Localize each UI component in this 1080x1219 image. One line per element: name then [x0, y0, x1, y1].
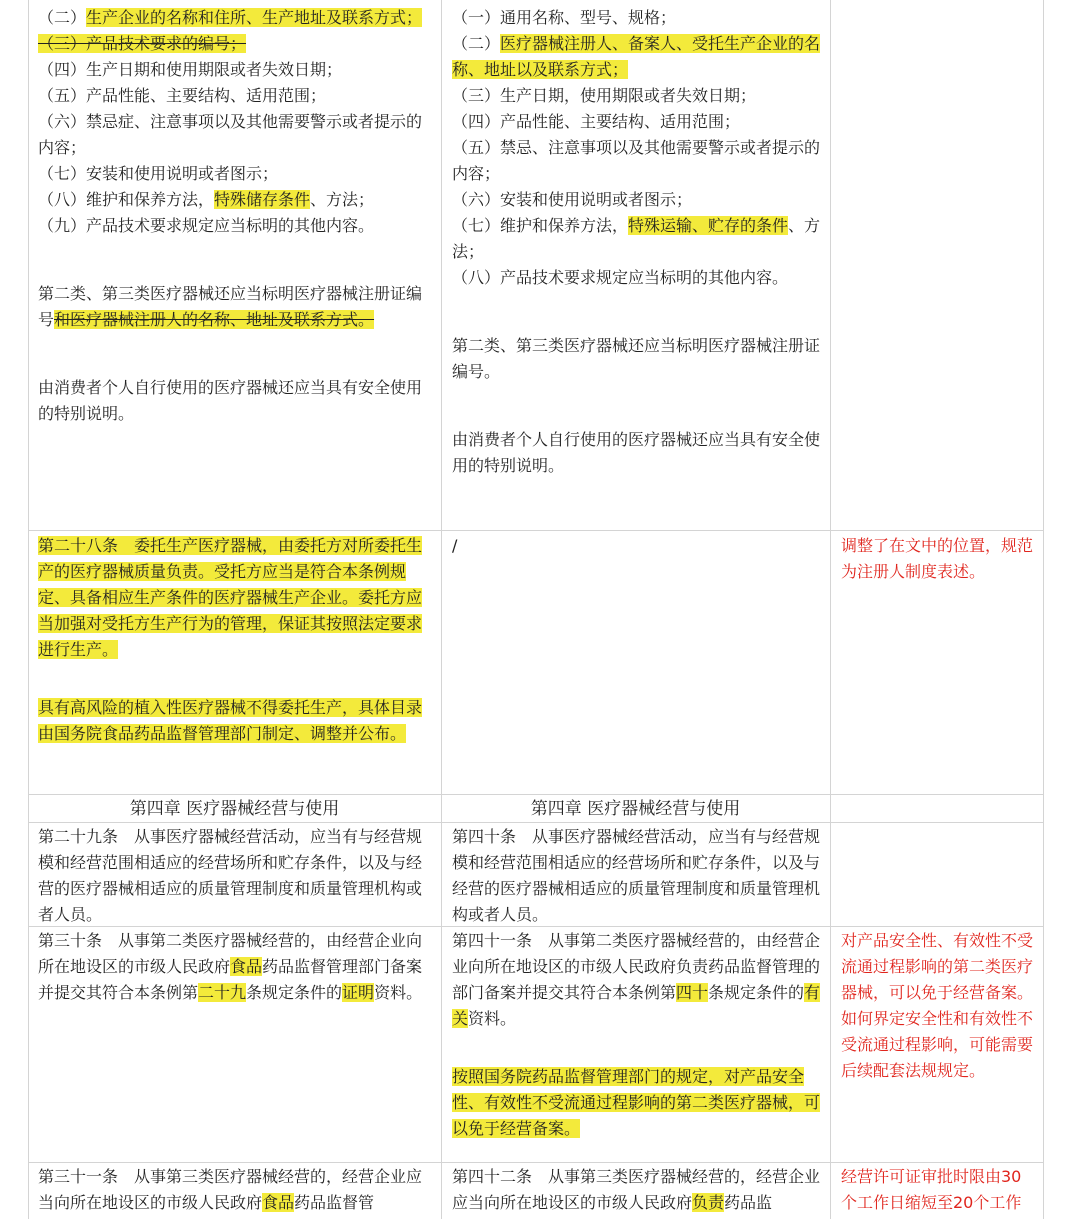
- old-line: （五）产品性能、主要结构、适用范围；: [38, 86, 327, 105]
- comparison-table: [28, 0, 1044, 1219]
- table-border-left: [28, 0, 29, 1219]
- row1-old-cell: [38, 5, 430, 427]
- column-divider: [830, 0, 831, 1219]
- new-line: （一）通用名称、型号、规格；: [452, 8, 677, 27]
- row5-new-cell: [452, 1164, 826, 1216]
- new-article: 第四十二条 从事第三类医疗器械经营的，经营企业应当向所在地设区的市级人民政府负责药品监: [452, 1167, 821, 1212]
- old-line: （四）生产日期和使用期限或者失效日期；: [38, 60, 343, 79]
- new-line: （三）生产日期，使用期限或者失效日期；: [452, 86, 757, 105]
- row5-note: 经营许可证审批时限由30个工作日缩短至20个工作: [841, 1167, 1022, 1212]
- table-border-right: [1043, 0, 1044, 1219]
- new-paragraph: 第二类、第三类医疗器械还应当标明医疗器械注册证编号。: [452, 336, 821, 381]
- new-line: （五）禁忌、注意事项以及其他需要警示或者提示的内容；: [452, 138, 821, 183]
- new-line: （七）维护和保养方法，特殊运输、贮存的条件、方法；: [452, 216, 821, 261]
- old-article: 具有高风险的植入性医疗器械不得委托生产，具体目录由国务院食品药品监督管理部门制定、调整并公布。: [38, 698, 423, 743]
- new-line: （六）安装和使用说明或者图示；: [452, 190, 693, 209]
- old-paragraph: 第二类、第三类医疗器械还应当标明医疗器械注册证编号和医疗器械注册人的名称、地址及联系方式。: [38, 284, 423, 329]
- old-article: 第二十八条 委托生产医疗器械，由委托方对所委托生产的医疗器械质量负责。受托方应当是符合本条例规定、具备相应生产条件的医疗器械生产企业。委托方应当加强对受托方生产行为的管理，保证其按照法定要求进行生产。: [38, 536, 423, 659]
- old-line-deleted: （三）产品技术要求的编号；: [38, 34, 247, 53]
- row-divider: [28, 822, 1044, 823]
- old-line: （九）产品技术要求规定应当标明的其他内容。: [38, 216, 375, 235]
- chapter-heading-new: 第四章 医疗器械经营与使用: [530, 799, 741, 819]
- column-divider: [441, 0, 442, 1219]
- row5-old-cell: [38, 1164, 434, 1216]
- new-line: （四）产品性能、主要结构、适用范围；: [452, 112, 741, 131]
- row2-note: 调整了在文中的位置，规范为注册人制度表述。: [841, 536, 1034, 581]
- row-divider: [28, 1162, 1044, 1163]
- row3-new-cell: 第四十条 从事医疗器械经营活动，应当有与经营规模和经营范围相适应的经营场所和贮存条件，以及与经营的医疗器械相适应的质量管理制度和质量管理机构或者人员。: [452, 827, 821, 924]
- old-article: 第三十一条 从事第三类医疗器械经营的，经营企业应当向所在地设区的市级人民政府食品药品监督管: [38, 1167, 423, 1212]
- new-paragraph: 按照国务院药品监督管理部门的规定，对产品安全性、有效性不受流通过程影响的第二类医疗器械，可以免于经营备案。: [452, 1067, 821, 1138]
- old-line: （二）生产企业的名称和住所、生产地址及联系方式；: [38, 8, 423, 27]
- old-line: （六）禁忌症、注意事项以及其他需要警示或者提示的内容；: [38, 112, 423, 157]
- new-article: 第四十一条 从事第二类医疗器械经营的，由经营企业向所在地设区的市级人民政府负责药品监督管理的部门备案并提交其符合本条例第四十条规定条件的有关资料。: [452, 931, 821, 1028]
- row2-new-cell: /: [452, 536, 458, 555]
- row4-old-cell: [38, 928, 434, 1006]
- old-article: 第三十条 从事第二类医疗器械经营的，由经营企业向所在地设区的市级人民政府食品药品监督管理部门备案并提交其符合本条例第二十九条规定条件的证明资料。: [38, 931, 423, 1002]
- old-paragraph: 由消费者个人自行使用的医疗器械还应当具有安全使用的特别说明。: [38, 378, 423, 423]
- row-divider: [28, 794, 1044, 795]
- row2-old-cell: [38, 533, 430, 747]
- new-line: （二）医疗器械注册人、备案人、受托生产企业的名称、地址以及联系方式；: [452, 34, 821, 79]
- row4-note: 对产品安全性、有效性不受流通过程影响的第二类医疗器械，可以免于经营备案。如何界定安全性和有效性不受流通过程影响，可能需要后续配套法规规定。: [841, 931, 1034, 1080]
- row4-new-cell: [452, 928, 826, 1142]
- chapter-heading-old: 第四章 医疗器械经营与使用: [129, 799, 340, 819]
- row3-old-cell: 第二十九条 从事医疗器械经营活动，应当有与经营规模和经营范围相适应的经营场所和贮存条件，以及与经营的医疗器械相适应的质量管理制度和质量管理机构或者人员。: [38, 827, 423, 924]
- row-divider: [28, 530, 1044, 531]
- old-line: （七）安装和使用说明或者图示；: [38, 164, 279, 183]
- row1-new-cell: [452, 5, 822, 479]
- old-line: （八）维护和保养方法，特殊储存条件、方法；: [38, 190, 375, 209]
- new-line: （八）产品技术要求规定应当标明的其他内容。: [452, 268, 789, 287]
- new-paragraph: 由消费者个人自行使用的医疗器械还应当具有安全使用的特别说明。: [452, 430, 821, 475]
